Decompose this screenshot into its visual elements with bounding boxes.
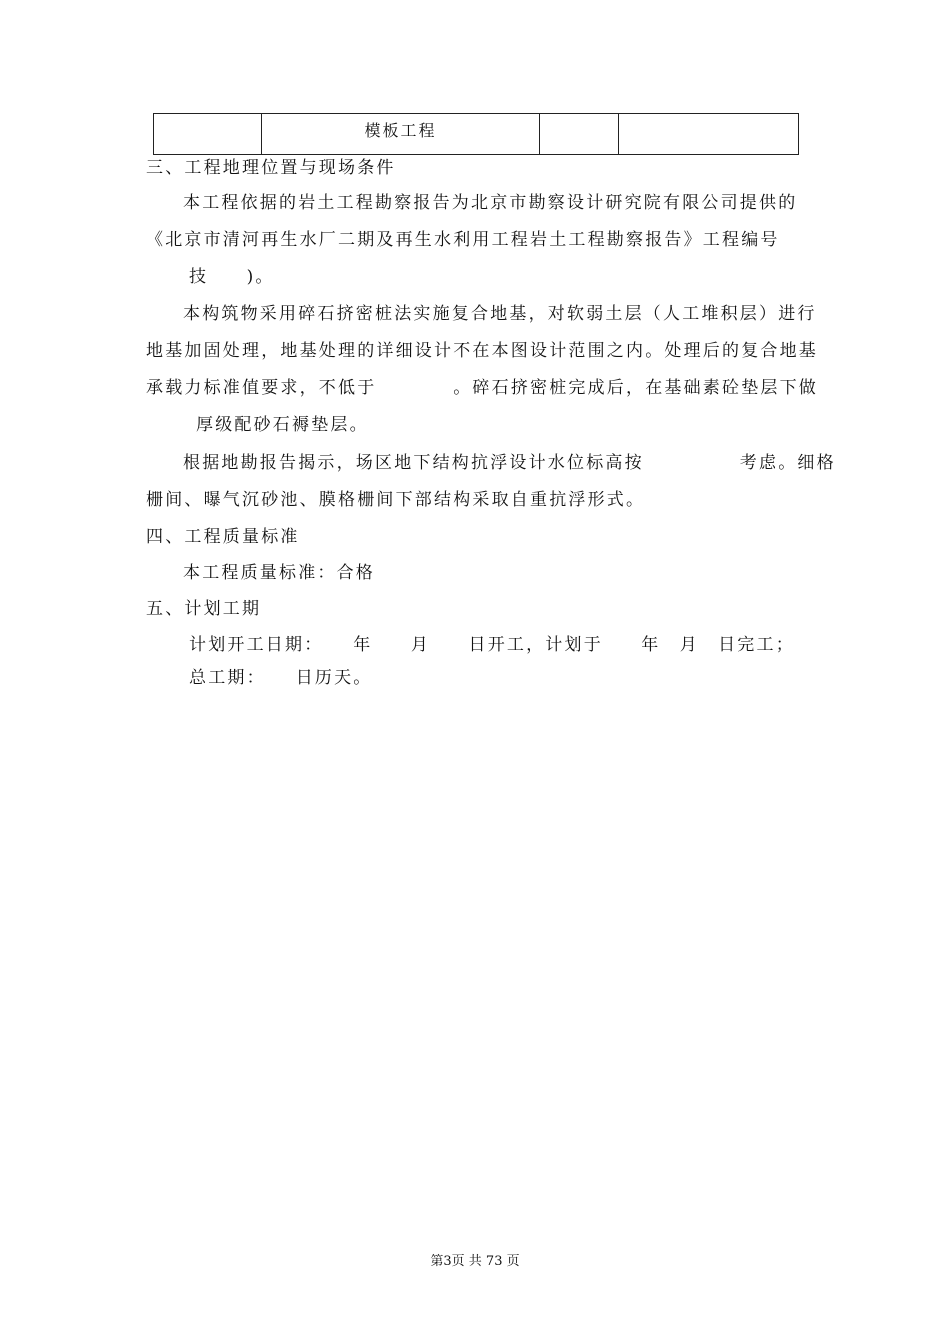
paragraph-line: 本构筑物采用碎石挤密桩法实施复合地基，对软弱土层（人工堆积层）进行 — [183, 304, 817, 324]
paragraph-line: 地基加固处理，地基处理的详细设计不在本图设计范围之内。处理后的复合地基 — [146, 341, 818, 361]
section-heading-quality: 四、工程质量标准 — [146, 527, 300, 547]
paragraph-line: 本工程依据的岩土工程勘察报告为北京市勘察设计研究院有限公司提供的 — [183, 193, 798, 213]
section-heading-schedule: 五、计划工期 — [146, 599, 262, 619]
paragraph-line: 总工期： 日历天。 — [189, 668, 373, 688]
paragraph-line: 计划开工日期： 年 月 日开工，计划于 年 月 日完工； — [189, 635, 795, 655]
table-cell — [154, 114, 262, 155]
table-cell — [540, 114, 619, 155]
paragraph-line: 栅间、曝气沉砂池、膜格栅间下部结构采取自重抗浮形式。 — [146, 490, 646, 510]
paragraph-line: 技 )。 — [189, 267, 275, 287]
paragraph-line: 本工程质量标准：合格 — [183, 563, 375, 583]
table-cell: 模板工程 — [262, 114, 540, 155]
paragraph-line: 根据地勘报告揭示，场区地下结构抗浮设计水位标高按 考虑。细格 — [183, 453, 836, 473]
header-table — [153, 113, 799, 155]
table-row — [154, 114, 799, 155]
paragraph-line: 承载力标准值要求，不低于 。碎石挤密桩完成后，在基础素砼垫层下做 — [146, 378, 818, 398]
table-cell — [619, 114, 799, 155]
section-heading-location: 三、工程地理位置与现场条件 — [146, 158, 396, 178]
paragraph-line: 厚级配砂石褥垫层。 — [196, 415, 369, 435]
paragraph-line: 《北京市清河再生水厂二期及再生水利用工程岩土工程勘察报告》工程编号 — [146, 230, 780, 250]
page-footer: 第3页 共 73 页 — [430, 1254, 520, 1269]
